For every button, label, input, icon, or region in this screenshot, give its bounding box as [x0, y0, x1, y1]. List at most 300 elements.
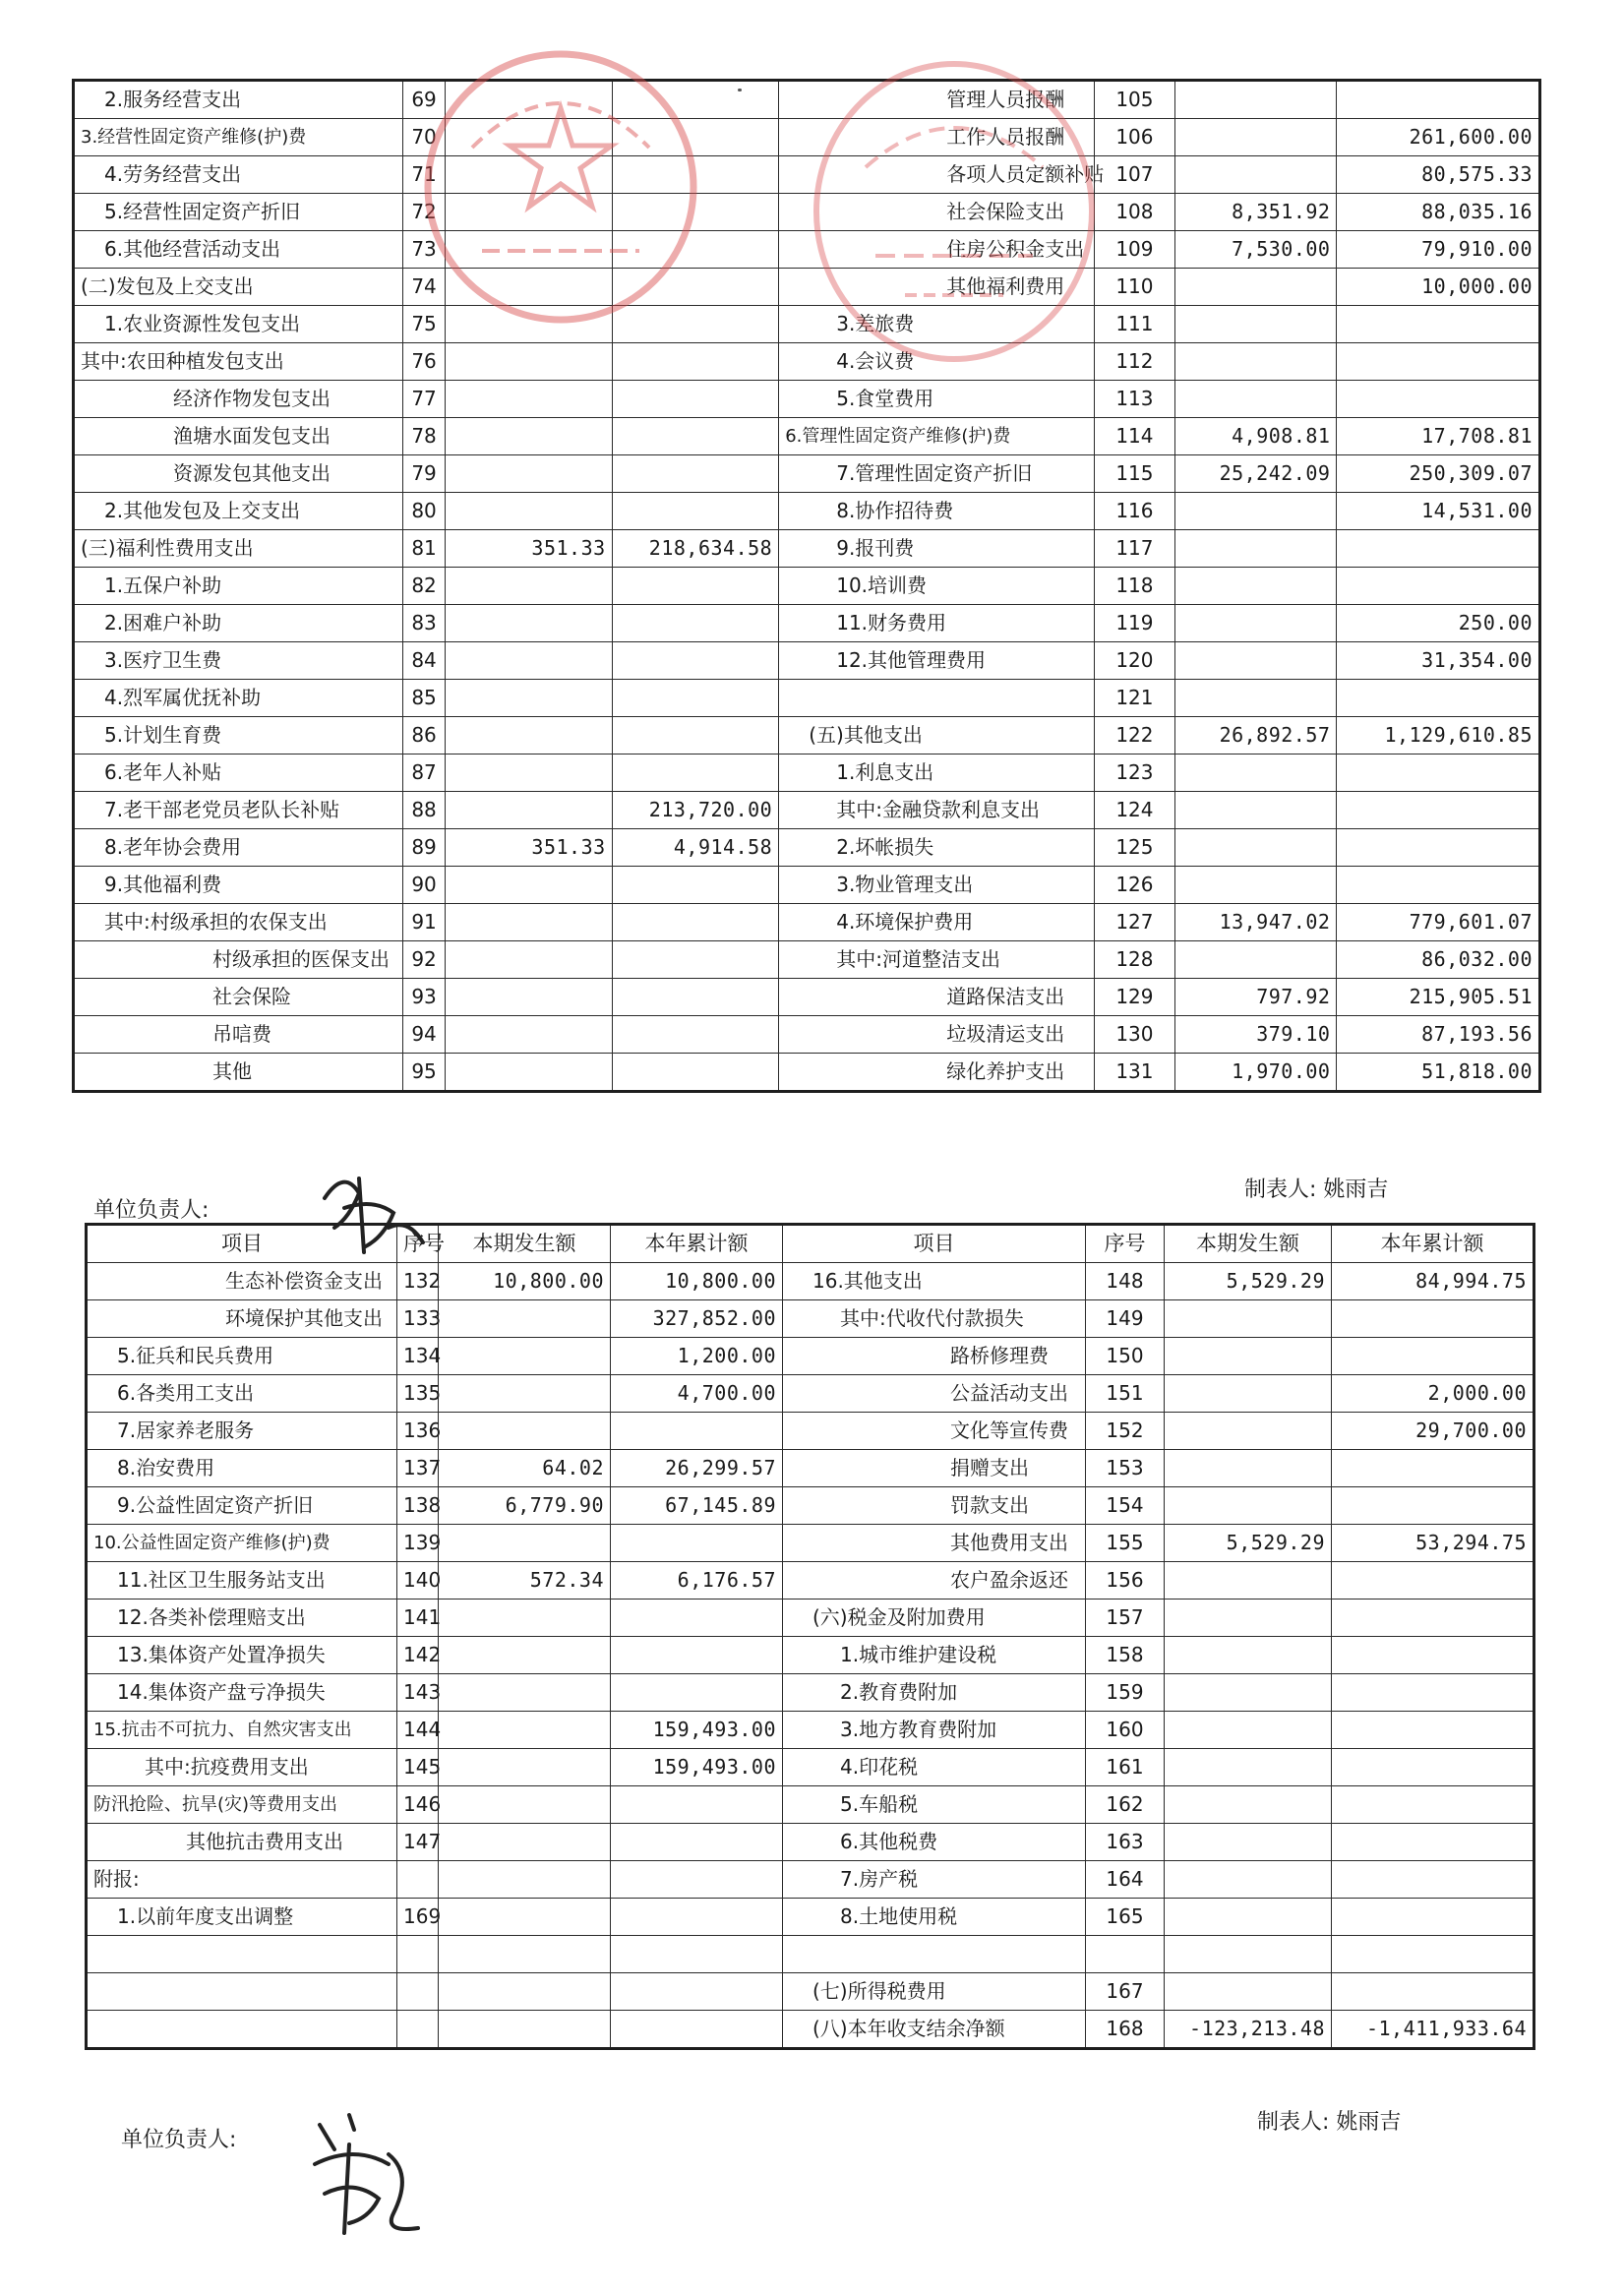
table-row: [88, 1712, 1534, 1749]
current-amount-cell: [439, 1600, 611, 1637]
ytd-amount-cell: 10,800.00: [611, 1263, 783, 1300]
table-row: [75, 755, 1539, 792]
item-cell: 2.坏帐损失: [779, 829, 1095, 867]
seq-cell: 89: [402, 829, 445, 867]
item-cell: 16.其他支出: [783, 1263, 1086, 1300]
item-cell: (五)其他支出: [779, 717, 1095, 755]
current-amount-cell: [1165, 1786, 1332, 1824]
current-amount-cell: [446, 269, 613, 306]
seq-cell: 119: [1094, 605, 1174, 642]
table-row: [75, 381, 1539, 418]
seq-cell: 82: [402, 568, 445, 605]
item-cell: 3.地方教育费附加: [783, 1712, 1086, 1749]
ytd-amount-cell: 26,299.57: [611, 1450, 783, 1487]
unit-leader-label: 单位负责人:: [121, 2128, 237, 2152]
expense-table-bottom: [87, 1225, 1534, 2048]
current-amount-cell: [1165, 1749, 1332, 1786]
table-row: [88, 1263, 1534, 1300]
current-amount-cell: [1165, 1375, 1332, 1413]
ytd-amount-cell: [1337, 381, 1539, 418]
current-amount-cell: 26,892.57: [1175, 717, 1337, 755]
current-amount-cell: [1165, 1973, 1332, 2011]
item-cell: [88, 2011, 397, 2048]
current-amount-cell: [1175, 343, 1337, 381]
ytd-amount-cell: [1332, 1786, 1534, 1824]
item-cell: 5.计划生育费: [75, 717, 403, 755]
current-amount-cell: [446, 680, 613, 717]
seq-cell: 76: [402, 343, 445, 381]
seq-cell: 131: [1094, 1054, 1174, 1091]
ytd-amount-cell: [612, 418, 779, 455]
ytd-amount-cell: 87,193.56: [1337, 1016, 1539, 1054]
seq-cell: 69: [402, 82, 445, 119]
current-amount-cell: [439, 1300, 611, 1338]
ytd-amount-cell: [1337, 530, 1539, 568]
table-header-row: [88, 1226, 1534, 1263]
seq-cell: 130: [1094, 1016, 1174, 1054]
ytd-amount-cell: 4,914.58: [612, 829, 779, 867]
item-cell: 其他费用支出: [783, 1525, 1086, 1562]
current-amount-cell: 7,530.00: [1175, 231, 1337, 269]
table-row: [75, 530, 1539, 568]
current-amount-cell: [439, 1637, 611, 1674]
current-amount-cell: 5,529.29: [1165, 1263, 1332, 1300]
current-amount-cell: [1165, 1712, 1332, 1749]
table-row: [75, 231, 1539, 269]
ytd-amount-cell: 261,600.00: [1337, 119, 1539, 156]
seq-cell: 124: [1094, 792, 1174, 829]
item-cell: 8.老年协会费用: [75, 829, 403, 867]
table-row: [75, 1016, 1539, 1054]
table-row: [88, 1300, 1534, 1338]
seq-cell: 86: [402, 717, 445, 755]
current-amount-cell: [446, 119, 613, 156]
ytd-amount-cell: 79,910.00: [1337, 231, 1539, 269]
ytd-amount-cell: 84,994.75: [1332, 1263, 1534, 1300]
item-cell: 7.居家养老服务: [88, 1413, 397, 1450]
item-cell: 其他福利费用: [779, 269, 1095, 306]
seq-cell: 153: [1086, 1450, 1165, 1487]
current-amount-cell: [446, 1016, 613, 1054]
table-row: [75, 343, 1539, 381]
item-cell: [88, 1973, 397, 2011]
ytd-amount-cell: 1,200.00: [611, 1338, 783, 1375]
table-row: [75, 979, 1539, 1016]
item-cell: 1.城市维护建设税: [783, 1637, 1086, 1674]
seq-cell: 73: [402, 231, 445, 269]
ytd-amount-cell: 80,575.33: [1337, 156, 1539, 194]
item-cell: 5.车船税: [783, 1786, 1086, 1824]
item-cell: 3.差旅费: [779, 306, 1095, 343]
seq-cell: 75: [402, 306, 445, 343]
current-amount-cell: 572.34: [439, 1562, 611, 1600]
seq-cell: 140: [397, 1562, 439, 1600]
current-amount-cell: [446, 455, 613, 493]
item-cell: 5.经营性固定资产折旧: [75, 194, 403, 231]
seq-cell: 132: [397, 1263, 439, 1300]
item-cell: 防汛抢险、抗旱(灾)等费用支出: [88, 1786, 397, 1824]
current-amount-cell: 351.33: [446, 829, 613, 867]
ytd-amount-cell: [611, 1824, 783, 1861]
seq-cell: 152: [1086, 1413, 1165, 1450]
item-cell: 2.困难户补助: [75, 605, 403, 642]
current-amount-cell: [439, 1338, 611, 1375]
current-amount-cell: [1165, 1413, 1332, 1450]
ytd-amount-cell: [612, 867, 779, 904]
table-row: [75, 455, 1539, 493]
table-row: [88, 1936, 1534, 1973]
ytd-amount-cell: -1,411,933.64: [1332, 2011, 1534, 2048]
seq-cell: 143: [397, 1674, 439, 1712]
seq-cell: 156: [1086, 1562, 1165, 1600]
ytd-amount-cell: [612, 642, 779, 680]
seq-cell: 87: [402, 755, 445, 792]
seq-cell: 127: [1094, 904, 1174, 941]
item-cell: [88, 1936, 397, 1973]
item-cell: 罚款支出: [783, 1487, 1086, 1525]
ytd-amount-cell: [612, 82, 779, 119]
seq-cell: 94: [402, 1016, 445, 1054]
current-amount-cell: [1175, 381, 1337, 418]
seq-cell: 161: [1086, 1749, 1165, 1786]
item-cell: 9.公益性固定资产折旧: [88, 1487, 397, 1525]
item-cell: 管理人员报酬: [779, 82, 1095, 119]
seq-cell: 74: [402, 269, 445, 306]
header-seq: 序号: [1086, 1226, 1165, 1263]
current-amount-cell: [446, 381, 613, 418]
item-cell: 4.会议费: [779, 343, 1095, 381]
item-cell: 6.老年人补贴: [75, 755, 403, 792]
ytd-amount-cell: [1332, 1487, 1534, 1525]
item-cell: 其中:农田种植发包支出: [75, 343, 403, 381]
item-cell: 3.物业管理支出: [779, 867, 1095, 904]
current-amount-cell: [446, 418, 613, 455]
seq-cell: 129: [1094, 979, 1174, 1016]
item-cell: 11.社区卫生服务站支出: [88, 1562, 397, 1600]
seq-cell: 113: [1094, 381, 1174, 418]
seq-cell: 148: [1086, 1263, 1165, 1300]
ytd-amount-cell: [1337, 306, 1539, 343]
table-row: [88, 1338, 1534, 1375]
table-row: [88, 1525, 1534, 1562]
ytd-amount-cell: 53,294.75: [1332, 1525, 1534, 1562]
item-cell: 其他: [75, 1054, 403, 1091]
ytd-amount-cell: [1337, 680, 1539, 717]
current-amount-cell: [439, 1786, 611, 1824]
item-cell: 8.协作招待费: [779, 493, 1095, 530]
preparer-label: 制表人:: [1244, 1177, 1317, 1202]
seq-cell: [397, 1973, 439, 2011]
item-cell: 4.劳务经营支出: [75, 156, 403, 194]
table-row: [75, 680, 1539, 717]
seq-cell: 88: [402, 792, 445, 829]
table-row: [75, 829, 1539, 867]
seq-cell: 90: [402, 867, 445, 904]
current-amount-cell: 379.10: [1175, 1016, 1337, 1054]
item-cell: 其他抗击费用支出: [88, 1824, 397, 1861]
ytd-amount-cell: 10,000.00: [1337, 269, 1539, 306]
seq-cell: 120: [1094, 642, 1174, 680]
table-row: [75, 867, 1539, 904]
ytd-amount-cell: 1,129,610.85: [1337, 717, 1539, 755]
current-amount-cell: [1175, 119, 1337, 156]
item-cell: 8.治安费用: [88, 1450, 397, 1487]
ytd-amount-cell: [611, 1936, 783, 1973]
current-amount-cell: [1165, 1487, 1332, 1525]
ytd-amount-cell: [1332, 1712, 1534, 1749]
seq-cell: 114: [1094, 418, 1174, 455]
ytd-amount-cell: [611, 1786, 783, 1824]
current-amount-cell: 351.33: [446, 530, 613, 568]
seq-cell: 168: [1086, 2011, 1165, 2048]
seq-cell: 154: [1086, 1487, 1165, 1525]
item-cell: 14.集体资产盘亏净损失: [88, 1674, 397, 1712]
ytd-amount-cell: 51,818.00: [1337, 1054, 1539, 1091]
current-amount-cell: [446, 343, 613, 381]
current-amount-cell: 8,351.92: [1175, 194, 1337, 231]
seq-cell: 72: [402, 194, 445, 231]
current-amount-cell: -123,213.48: [1165, 2011, 1332, 2048]
item-cell: 其中:抗疫费用支出: [88, 1749, 397, 1786]
current-amount-cell: 1,970.00: [1175, 1054, 1337, 1091]
item-cell: 其中:河道整洁支出: [779, 941, 1095, 979]
current-amount-cell: [446, 493, 613, 530]
table-row: [75, 792, 1539, 829]
seq-cell: [1086, 1936, 1165, 1973]
item-cell: 11.财务费用: [779, 605, 1095, 642]
current-amount-cell: [439, 1525, 611, 1562]
table-row: [75, 605, 1539, 642]
item-cell: (六)税金及附加费用: [783, 1600, 1086, 1637]
item-cell: [783, 1936, 1086, 1973]
table-row: [88, 1786, 1534, 1824]
ytd-amount-cell: 29,700.00: [1332, 1413, 1534, 1450]
seq-cell: 77: [402, 381, 445, 418]
seq-cell: 128: [1094, 941, 1174, 979]
handwritten-signature: [295, 2095, 433, 2253]
current-amount-cell: [446, 568, 613, 605]
item-cell: 2.其他发包及上交支出: [75, 493, 403, 530]
current-amount-cell: [439, 1899, 611, 1936]
header-current: 本期发生额: [439, 1226, 611, 1263]
item-cell: 3.经营性固定资产维修(护)费: [75, 119, 403, 156]
ytd-amount-cell: 215,905.51: [1337, 979, 1539, 1016]
current-amount-cell: [439, 1936, 611, 1973]
current-amount-cell: [1175, 493, 1337, 530]
current-amount-cell: [439, 1749, 611, 1786]
seq-cell: 126: [1094, 867, 1174, 904]
item-cell: 附报:: [88, 1861, 397, 1899]
seq-cell: 149: [1086, 1300, 1165, 1338]
seq-cell: [397, 1936, 439, 1973]
ytd-amount-cell: [612, 941, 779, 979]
current-amount-cell: 797.92: [1175, 979, 1337, 1016]
item-cell: 12.各类补偿理赔支出: [88, 1600, 397, 1637]
current-amount-cell: [1165, 1899, 1332, 1936]
table-row: [88, 1899, 1534, 1936]
ytd-amount-cell: 159,493.00: [611, 1712, 783, 1749]
current-amount-cell: [1175, 82, 1337, 119]
seq-cell: [397, 1861, 439, 1899]
seq-cell: 81: [402, 530, 445, 568]
ytd-amount-cell: [1332, 1562, 1534, 1600]
item-cell: 9.报刊费: [779, 530, 1095, 568]
seq-cell: 79: [402, 455, 445, 493]
current-amount-cell: [439, 1824, 611, 1861]
table-row: [88, 1487, 1534, 1525]
seq-cell: 111: [1094, 306, 1174, 343]
ytd-amount-cell: [1337, 82, 1539, 119]
ytd-amount-cell: [611, 1674, 783, 1712]
current-amount-cell: [446, 979, 613, 1016]
item-cell: 其中:金融贷款利息支出: [779, 792, 1095, 829]
preparer-signature: [1244, 1173, 1388, 1203]
ytd-amount-cell: [612, 269, 779, 306]
seq-cell: 107: [1094, 156, 1174, 194]
header-seq: 序号: [397, 1226, 439, 1263]
item-cell: 10.公益性固定资产维修(护)费: [88, 1525, 397, 1562]
table-row: [88, 1674, 1534, 1712]
item-cell: 1.以前年度支出调整: [88, 1899, 397, 1936]
seq-cell: 71: [402, 156, 445, 194]
seq-cell: 142: [397, 1637, 439, 1674]
table-row: [75, 418, 1539, 455]
item-cell: 5.征兵和民兵费用: [88, 1338, 397, 1375]
seq-cell: 80: [402, 493, 445, 530]
table-row: [75, 269, 1539, 306]
ytd-amount-cell: [1332, 1861, 1534, 1899]
item-cell: 1.五保户补助: [75, 568, 403, 605]
item-cell: 4.印花税: [783, 1749, 1086, 1786]
current-amount-cell: [446, 605, 613, 642]
item-cell: 3.医疗卫生费: [75, 642, 403, 680]
table-row: [75, 306, 1539, 343]
header-item: 项目: [88, 1226, 397, 1263]
seq-cell: 85: [402, 680, 445, 717]
current-amount-cell: [1175, 941, 1337, 979]
item-cell: 文化等宣传费: [783, 1413, 1086, 1450]
seq-cell: 146: [397, 1786, 439, 1824]
seq-cell: 84: [402, 642, 445, 680]
ytd-amount-cell: [612, 306, 779, 343]
ytd-amount-cell: [1337, 568, 1539, 605]
item-cell: 6.其他税费: [783, 1824, 1086, 1861]
current-amount-cell: 64.02: [439, 1450, 611, 1487]
table-row: [75, 82, 1539, 119]
seq-cell: 158: [1086, 1637, 1165, 1674]
current-amount-cell: [439, 1375, 611, 1413]
current-amount-cell: [1165, 1300, 1332, 1338]
current-amount-cell: [446, 82, 613, 119]
table-row: [75, 194, 1539, 231]
seq-cell: 125: [1094, 829, 1174, 867]
seq-cell: 159: [1086, 1674, 1165, 1712]
current-amount-cell: [1175, 755, 1337, 792]
seq-cell: 92: [402, 941, 445, 979]
table-row: [75, 717, 1539, 755]
item-cell: 社会保险支出: [779, 194, 1095, 231]
ytd-amount-cell: [1332, 1674, 1534, 1712]
ytd-amount-cell: 86,032.00: [1337, 941, 1539, 979]
current-amount-cell: [446, 306, 613, 343]
seq-cell: 162: [1086, 1786, 1165, 1824]
current-amount-cell: [1175, 642, 1337, 680]
table-row: [88, 1375, 1534, 1413]
seq-cell: 115: [1094, 455, 1174, 493]
table-row: [88, 1637, 1534, 1674]
ytd-amount-cell: [612, 680, 779, 717]
ytd-amount-cell: [612, 156, 779, 194]
seq-cell: 138: [397, 1487, 439, 1525]
item-cell: 其中:村级承担的农保支出: [75, 904, 403, 941]
table-row: [88, 1861, 1534, 1899]
current-amount-cell: [446, 194, 613, 231]
item-cell: 4.烈军属优抚补助: [75, 680, 403, 717]
ytd-amount-cell: [1337, 343, 1539, 381]
seq-cell: 150: [1086, 1338, 1165, 1375]
current-amount-cell: [439, 1861, 611, 1899]
seq-cell: 108: [1094, 194, 1174, 231]
item-cell: 住房公积金支出: [779, 231, 1095, 269]
table-row: [88, 1450, 1534, 1487]
expense-table-top: [74, 81, 1539, 1091]
ytd-amount-cell: 88,035.16: [1337, 194, 1539, 231]
ytd-amount-cell: 4,700.00: [611, 1375, 783, 1413]
item-cell: 生态补偿资金支出: [88, 1263, 397, 1300]
item-cell: 路桥修理费: [783, 1338, 1086, 1375]
table-row: [75, 156, 1539, 194]
table-row: [88, 1413, 1534, 1450]
item-cell: 工作人员报酬: [779, 119, 1095, 156]
speck: [738, 89, 742, 91]
header-ytd: 本年累计额: [1332, 1226, 1534, 1263]
item-cell: 13.集体资产处置净损失: [88, 1637, 397, 1674]
item-cell: 2.服务经营支出: [75, 82, 403, 119]
ytd-amount-cell: [1332, 1899, 1534, 1936]
preparer-signature: [1257, 2105, 1401, 2136]
ytd-amount-cell: [612, 979, 779, 1016]
item-cell: 吊唁费: [75, 1016, 403, 1054]
current-amount-cell: [1175, 867, 1337, 904]
ytd-amount-cell: 250.00: [1337, 605, 1539, 642]
seq-cell: 110: [1094, 269, 1174, 306]
ytd-amount-cell: [611, 1637, 783, 1674]
current-amount-cell: [1165, 1824, 1332, 1861]
seq-cell: 83: [402, 605, 445, 642]
seq-cell: 144: [397, 1712, 439, 1749]
item-cell: 农户盈余返还: [783, 1562, 1086, 1600]
ytd-amount-cell: [1332, 1450, 1534, 1487]
ytd-amount-cell: 67,145.89: [611, 1487, 783, 1525]
current-amount-cell: [1165, 1338, 1332, 1375]
item-cell: 6.各类用工支出: [88, 1375, 397, 1413]
table-row: [75, 1054, 1539, 1091]
header-item: 项目: [783, 1226, 1086, 1263]
ytd-amount-cell: 14,531.00: [1337, 493, 1539, 530]
item-cell: 垃圾清运支出: [779, 1016, 1095, 1054]
current-amount-cell: [439, 1674, 611, 1712]
current-amount-cell: [439, 1712, 611, 1749]
seq-cell: 160: [1086, 1712, 1165, 1749]
current-amount-cell: [446, 231, 613, 269]
seq-cell: 169: [397, 1899, 439, 1936]
table-row: [75, 119, 1539, 156]
ytd-amount-cell: [1332, 1300, 1534, 1338]
current-amount-cell: 13,947.02: [1175, 904, 1337, 941]
item-cell: (二)发包及上交支出: [75, 269, 403, 306]
current-amount-cell: [1165, 1936, 1332, 1973]
ytd-amount-cell: 17,708.81: [1337, 418, 1539, 455]
